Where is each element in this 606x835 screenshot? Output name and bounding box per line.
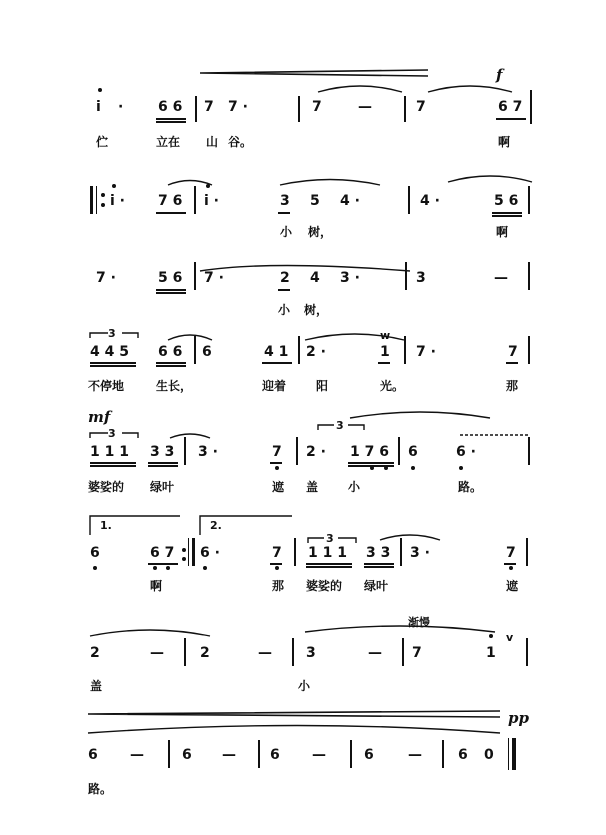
- low-octave-dot: [275, 566, 279, 570]
- barline: [298, 96, 300, 122]
- low-octave-dot: [166, 566, 170, 570]
- note: 7 ·: [204, 270, 224, 286]
- final-barline-thick: [512, 738, 516, 770]
- lyric: 伫: [96, 135, 109, 149]
- note: 1 1 1: [308, 545, 347, 561]
- barline: [184, 437, 186, 465]
- note: 0: [484, 747, 494, 763]
- lyric: 不停地: [88, 379, 125, 393]
- underline: [156, 292, 186, 294]
- slur: [90, 630, 210, 636]
- underline: [90, 462, 136, 464]
- note: —: [222, 747, 236, 763]
- underline: [364, 563, 394, 565]
- barline: [296, 437, 298, 465]
- note: i ·: [204, 193, 219, 209]
- slur: [318, 86, 402, 92]
- note: 4 4 5: [90, 344, 129, 360]
- note: —: [150, 645, 164, 661]
- note: 1: [380, 344, 390, 360]
- slur: [168, 335, 212, 340]
- slur: [170, 434, 210, 438]
- lyric: 绿叶: [150, 480, 175, 494]
- lyric: 小: [280, 225, 293, 239]
- crescendo-hairpin: [200, 70, 428, 76]
- underline: [156, 365, 186, 367]
- lyric: 那: [272, 579, 285, 593]
- note: 6: [408, 444, 418, 460]
- note: i: [96, 99, 101, 115]
- barline: [294, 538, 296, 566]
- triplet-number: 3: [326, 532, 334, 545]
- note: 6: [88, 747, 98, 763]
- barline: [184, 638, 186, 666]
- underline: [348, 462, 394, 464]
- barline: [442, 740, 444, 768]
- lyric: 啊: [498, 135, 511, 149]
- underline: [156, 118, 186, 120]
- slur: [280, 180, 380, 186]
- note: —: [408, 747, 422, 763]
- note: 2 ·: [306, 344, 326, 360]
- note: 6 6: [158, 99, 183, 115]
- note: 7: [508, 344, 518, 360]
- note: 6: [458, 747, 468, 763]
- lyric: 立在: [156, 135, 181, 149]
- barline: [404, 336, 406, 364]
- barline: [194, 262, 196, 290]
- repeat-start-thick: [90, 186, 93, 214]
- underline: [90, 365, 136, 367]
- repeat-dot: [182, 548, 186, 552]
- repeat-end-thin: [188, 538, 189, 566]
- lyric: 山: [206, 135, 219, 149]
- slur: [200, 266, 410, 272]
- mordent-mark: w: [380, 329, 391, 342]
- note: 1 7 6: [350, 444, 389, 460]
- barline: [530, 90, 532, 124]
- lyric: 路。: [88, 782, 113, 796]
- note: 5: [310, 193, 320, 209]
- note: 1: [486, 645, 496, 661]
- low-octave-dot: [153, 566, 157, 570]
- underline: [156, 289, 186, 291]
- low-octave-dot: [370, 466, 374, 470]
- barline: [292, 638, 294, 666]
- volta-2-label: 2.: [210, 519, 222, 532]
- underline: [278, 289, 290, 291]
- triplet-number: 3: [108, 327, 116, 340]
- barline: [526, 538, 528, 566]
- lyric: 啊: [150, 579, 163, 593]
- underline: [492, 212, 522, 214]
- slur: [305, 626, 495, 632]
- barline: [404, 96, 406, 122]
- dynamic-marking: f: [496, 66, 503, 84]
- underline: [148, 563, 178, 565]
- underline: [90, 362, 136, 364]
- note: 1 1 1: [90, 444, 129, 460]
- note: 3 ·: [410, 545, 430, 561]
- note: —: [494, 270, 508, 286]
- underline: [262, 362, 292, 364]
- barline: [258, 740, 260, 768]
- lyric: 树，: [308, 225, 333, 239]
- repeat-end-thick: [192, 538, 195, 566]
- decrescendo-hairpin: [88, 711, 500, 717]
- repeat-start-thin: [96, 186, 97, 214]
- barline: [528, 336, 530, 364]
- lyric: 阳: [316, 379, 329, 393]
- barline: [528, 186, 530, 214]
- note: 3 3: [366, 545, 391, 561]
- note: —: [258, 645, 272, 661]
- note: 5 6: [494, 193, 519, 209]
- note: 2: [280, 270, 290, 286]
- barline: [402, 638, 404, 666]
- repeat-dot: [182, 557, 186, 561]
- high-octave-dot: [206, 184, 210, 188]
- lyric: 啊: [496, 225, 509, 239]
- note: 4: [310, 270, 320, 286]
- barline: [195, 96, 197, 122]
- lyric: 遮: [506, 579, 519, 593]
- note: —: [130, 747, 144, 763]
- low-octave-dot: [275, 466, 279, 470]
- note: 2: [200, 645, 210, 661]
- low-octave-dot: [93, 566, 97, 570]
- lyric: 谷。: [228, 135, 253, 149]
- lyric: 遮: [272, 480, 285, 494]
- note: 3: [306, 645, 316, 661]
- low-octave-dot: [411, 466, 415, 470]
- note: 7 6: [158, 193, 183, 209]
- note: 7 ·: [416, 344, 436, 360]
- volta-1-label: 1.: [100, 519, 112, 532]
- note: 7: [272, 545, 282, 561]
- note: —: [358, 99, 372, 115]
- dynamic-marking: mf: [88, 408, 111, 426]
- lyric: 婆娑的: [306, 579, 343, 593]
- lyric: 那: [506, 379, 519, 393]
- underline: [148, 465, 178, 467]
- note: 7 ·: [228, 99, 248, 115]
- lyric: 路。: [458, 480, 483, 494]
- note: 3: [280, 193, 290, 209]
- note: 6: [182, 747, 192, 763]
- barline: [298, 336, 300, 364]
- note: 7: [312, 99, 322, 115]
- repeat-dot: [101, 203, 105, 207]
- barline: [405, 262, 407, 290]
- note: 4 ·: [340, 193, 360, 209]
- note: 6: [270, 747, 280, 763]
- lyric: 小: [298, 679, 311, 693]
- triplet-number: 3: [108, 427, 116, 440]
- note: 7: [204, 99, 214, 115]
- note: 3 3: [150, 444, 175, 460]
- note: i ·: [110, 193, 125, 209]
- dynamic-marking: pp: [508, 709, 529, 727]
- underline: [156, 121, 186, 123]
- note: 3 ·: [198, 444, 218, 460]
- underline: [90, 465, 136, 467]
- barline: [528, 262, 530, 290]
- underline: [364, 566, 394, 568]
- slur: [380, 535, 440, 540]
- high-octave-dot: [489, 634, 493, 638]
- note: 6: [90, 545, 100, 561]
- underline: [270, 563, 282, 565]
- barline: [408, 186, 410, 214]
- lyric: 树，: [304, 303, 329, 317]
- note: ·: [118, 99, 124, 115]
- barline: [194, 336, 196, 364]
- underline: [348, 465, 394, 467]
- lyric: 婆娑的: [88, 480, 125, 494]
- repeat-dot: [101, 193, 105, 197]
- note: 7 ·: [96, 270, 116, 286]
- triplet-number: 3: [336, 419, 344, 432]
- barline: [398, 437, 400, 465]
- barline: [400, 538, 402, 566]
- lyric: 小: [278, 303, 291, 317]
- note: 6 7: [498, 99, 523, 115]
- barline: [528, 437, 530, 465]
- note: 6: [202, 344, 212, 360]
- high-octave-dot: [98, 88, 102, 92]
- note: 2 ·: [306, 444, 326, 460]
- low-octave-dot: [203, 566, 207, 570]
- tempo-marking: 渐慢: [408, 616, 430, 629]
- lyric: 生长，: [156, 379, 193, 393]
- breath-mark: v: [506, 631, 514, 644]
- note: 7: [412, 645, 422, 661]
- note: —: [368, 645, 382, 661]
- note: 6 7: [150, 545, 175, 561]
- note: 6 ·: [200, 545, 220, 561]
- underline: [278, 212, 290, 214]
- barline: [168, 740, 170, 768]
- slur: [88, 726, 500, 734]
- note: —: [312, 747, 326, 763]
- note: 6: [364, 747, 374, 763]
- underline: [306, 563, 352, 565]
- underline: [270, 462, 282, 464]
- note: 3 ·: [340, 270, 360, 286]
- note: 4 1: [264, 344, 289, 360]
- lyric: 光。: [380, 379, 405, 393]
- barline: [350, 740, 352, 768]
- underline: [156, 212, 186, 214]
- note: 6 6: [158, 344, 183, 360]
- note: 7: [416, 99, 426, 115]
- barline: [526, 638, 528, 666]
- underline: [156, 362, 186, 364]
- note: 7: [272, 444, 282, 460]
- slur: [428, 86, 512, 92]
- low-octave-dot: [509, 566, 513, 570]
- underline: [378, 362, 390, 364]
- lyric: 小: [348, 480, 361, 494]
- low-octave-dot: [384, 466, 388, 470]
- slur: [448, 176, 532, 182]
- final-barline-thin: [508, 738, 509, 770]
- note: 4 ·: [420, 193, 440, 209]
- lyric: 绿叶: [364, 579, 389, 593]
- note: 2: [90, 645, 100, 661]
- barline: [194, 186, 196, 214]
- high-octave-dot: [112, 184, 116, 188]
- lyric: 迎着: [262, 379, 287, 393]
- note: 6 ·: [456, 444, 476, 460]
- note: 7: [506, 545, 516, 561]
- underline: [496, 118, 526, 120]
- note: 5 6: [158, 270, 183, 286]
- lyric: 盖: [306, 480, 319, 494]
- lyric: 盖: [90, 679, 103, 693]
- underline: [506, 362, 518, 364]
- underline: [148, 462, 178, 464]
- slur: [350, 412, 490, 418]
- low-octave-dot: [459, 466, 463, 470]
- note: 3: [416, 270, 426, 286]
- underline: [306, 566, 352, 568]
- underline: [504, 563, 516, 565]
- underline: [492, 215, 522, 217]
